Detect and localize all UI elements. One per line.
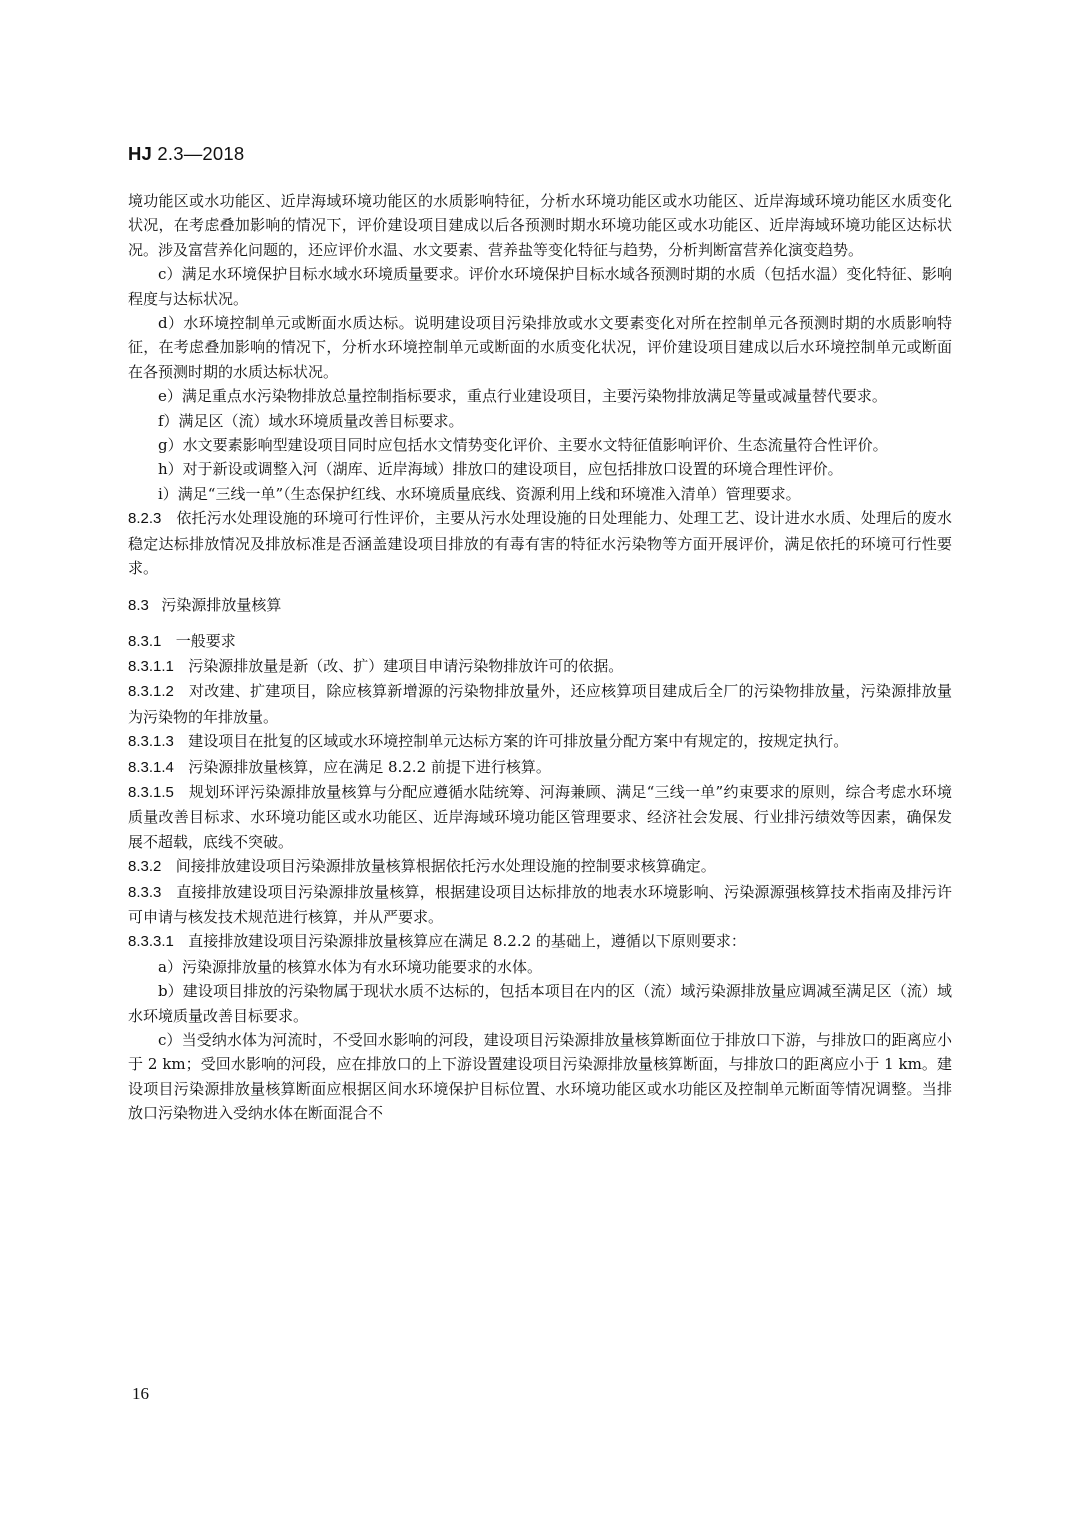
clause-number: 8.3.1.4 — [128, 758, 174, 776]
clause-number: 8.3.1.5 — [128, 783, 174, 801]
clause-text: 建设项目在批复的区域或水环境控制单元达标方案的许可排放量分配方案中有规定的，按规定执行。 — [188, 732, 849, 751]
clause-text: 对改建、扩建项目，除应核算新增源的污染物排放量外，还应核算项目建成后全厂的污染物排放量，污染源排放量为污染物的年排放量。 — [128, 682, 952, 726]
clause-text: 间接排放建设项目污染源排放量核算根据依托污水处理设施的控制要求核算确定。 — [175, 857, 716, 876]
list-item-g: g）水文要素影响型建设项目同时应包括水文情势变化评价、主要水文特征值影响评价、生态流量符合性评价。 — [158, 436, 888, 455]
standard-code-number: 2.3—2018 — [152, 143, 245, 164]
clause-number: 8.3.1 — [128, 632, 162, 650]
clause-number: 8.3.2 — [128, 858, 162, 876]
clause-text: 污染源排放量核算，应在满足 8.2.2 前提下进行核算。 — [188, 757, 551, 776]
list-item-d: d）水环境控制单元或断面水质达标。说明建设项目污染排放或水文要素变化对所在控制单元各预测时期的水质影响特征，在考虑叠加影响的情况下，分析水环境控制单元或断面的水质变化状况，评价建设项目建成以后水环境控制单元或断面在各预测时期的水质达标状况。 — [128, 314, 952, 381]
list-item-c-river: c）当受纳水体为河流时，不受回水影响的河段，建设项目污染源排放量核算断面位于排放口下游，与排放口的距离应小于 2 km；受回水影响的河段，应在排放口的上下游设置建设项目污染源排放量核算断面，与排放口的距离应小于 1 km。建设项目污染源排放量核算断面应根据区间水环境保护目标位置、水环境功能区或水功能区及控制单元断面等情况调整。当排放口污染物进入受纳水体在断面混合不 — [128, 1031, 952, 1123]
clause-item — [128, 729, 952, 754]
clause-number: 8.3.1.3 — [128, 733, 174, 751]
clause-item — [128, 929, 952, 954]
section-number: 8.3 — [128, 596, 149, 614]
list-item-e: e）满足重点水污染物排放总量控制指标要求，重点行业建设项目，主要污染物排放满足等量或减量替代要求。 — [158, 387, 887, 406]
clause-number: 8.3.3 — [128, 883, 162, 901]
section-title: 污染源排放量核算 — [161, 596, 282, 614]
clause-text: 直接排放建设项目污染源排放量核算应在满足 8.2.2 的基础上，遵循以下原则要求： — [188, 932, 746, 951]
standard-code-header — [128, 143, 244, 165]
clause-text: 一般要求 — [175, 631, 236, 650]
clause-number: 8.2.3 — [128, 510, 162, 528]
clause-item — [128, 880, 952, 930]
clause-item — [128, 854, 952, 879]
section-heading-8-3 — [128, 594, 952, 618]
list-item-a: a）污染源排放量的核算水体为有水环境功能要求的水体。 — [158, 957, 542, 976]
clause-number: 8.3.3.1 — [128, 933, 174, 951]
clause-item — [128, 629, 952, 654]
list-item-f: f）满足区（流）域水环境质量改善目标要求。 — [158, 411, 464, 430]
page-number: 16 — [132, 1384, 149, 1403]
clause-text: 直接排放建设项目污染源排放量核算，根据建设项目达标排放的地表水环境影响、污染源源强核算技术指南及排污许可申请与核发技术规范进行核算，并从严要求。 — [128, 882, 952, 926]
clause-item — [128, 755, 952, 780]
clause-text: 依托污水处理设施的环境可行性评价，主要从污水处理设施的日处理能力、处理工艺、设计进水水质、处理后的废水稳定达标排放情况及排放标准是否涵盖建设项目排放的有毒有害的特征水污染物等方面开展评价，满足依托的环境可行性要求。 — [128, 509, 952, 578]
clause-text: 污染源排放量是新（改、扩）建项目申请污染物排放许可的依据。 — [188, 656, 624, 675]
clause-number: 8.3.1.1 — [128, 657, 174, 675]
list-item-i: i）满足“三线一单”（生态保护红线、水环境质量底线、资源利用上线和环境准入清单）管理要求。 — [158, 484, 801, 503]
clause-item — [128, 654, 952, 679]
clause-number: 8.3.1.2 — [128, 683, 174, 701]
clause-8-2-3 — [128, 506, 952, 580]
paragraph-continuation: 境功能区或水功能区、近岸海域环境功能区的水质影响特征，分析水环境功能区或水功能区、近岸海域环境功能区水质变化状况，在考虑叠加影响的情况下，评价建设项目建成以后各预测时期水环境功能区或水功能区、近岸海域环境功能区达标状况。涉及富营养化问题的，还应评价水温、水文要素、营养盐等变化特征与趋势，分析判断富营养化演变趋势。 — [128, 192, 952, 259]
list-item-h: h）对于新设或调整入河（湖库、近岸海域）排放口的建设项目，应包括排放口设置的环境合理性评价。 — [158, 460, 843, 479]
clause-item — [128, 679, 952, 729]
standard-code-prefix: HJ — [128, 143, 153, 164]
body-text — [128, 189, 952, 1126]
list-item-b: b）建设项目排放的污染物属于现状水质不达标的，包括本项目在内的区（流）域污染源排放量应调减至满足区（流）域水环境质量改善目标要求。 — [128, 982, 952, 1025]
clause-text: 规划环评污染源排放量核算与分配应遵循水陆统筹、河海兼顾、满足“三线一单”约束要求的原则，综合考虑水环境质量改善目标求、水环境功能区或水功能区、近岸海域环境功能区管理要求、经济社会发展、行业排污绩效等因素，确保发展不超载，底线不突破。 — [128, 782, 953, 851]
clause-item — [128, 780, 952, 854]
list-item-c: c）满足水环境保护目标水域水环境质量要求。评价水环境保护目标水域各预测时期的水质（包括水温）变化特征、影响程度与达标状况。 — [128, 265, 952, 308]
